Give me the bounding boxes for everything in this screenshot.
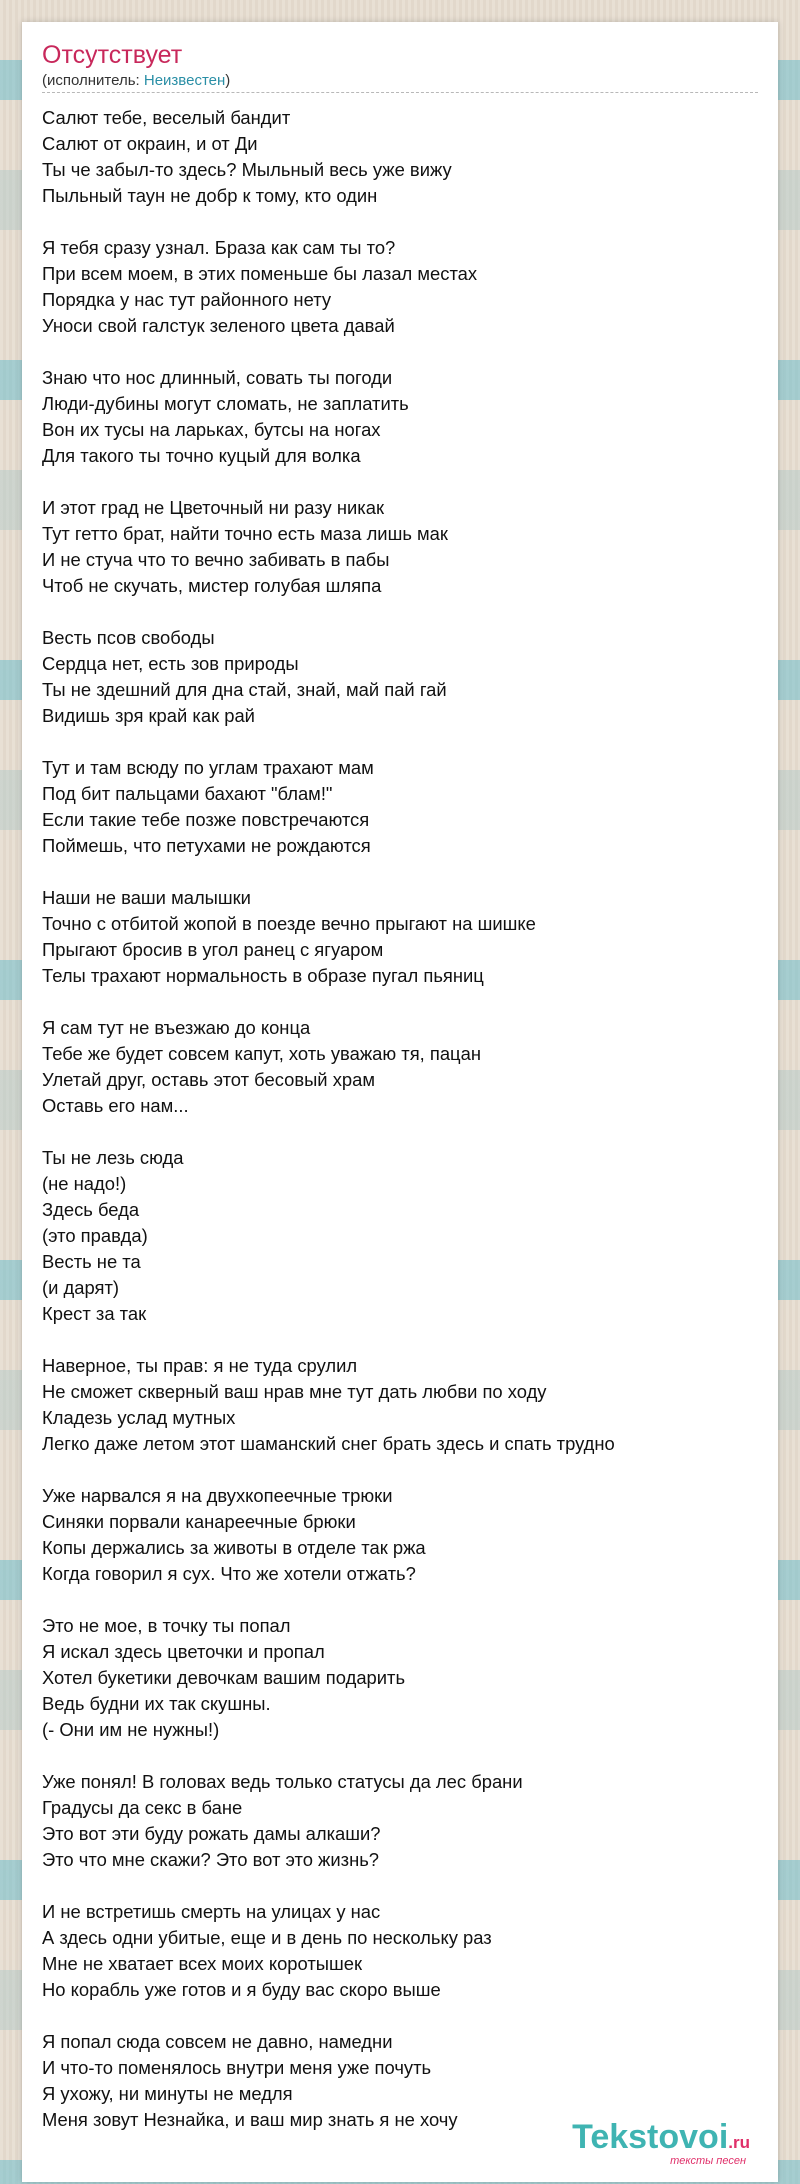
lyric-line: Порядка у нас тут районного нету	[42, 289, 332, 310]
lyric-line: Уже понял! В головах ведь только статусы да лес брани	[42, 1771, 523, 1792]
lyric-line: Оставь его нам...	[42, 1095, 189, 1116]
lyric-line: Легко даже летом этот шаманский снег брать здесь и спать трудно	[42, 1433, 615, 1454]
stanza	[42, 625, 758, 729]
lyric-line: И что-то поменялось внутри меня уже почуть	[42, 2057, 432, 2078]
lyric-line: Улетай друг, оставь этот бесовый храм	[42, 1069, 375, 1090]
lyric-line: (это правда)	[42, 1225, 148, 1246]
byline-prefix: (исполнитель:	[42, 72, 144, 89]
lyric-line: Я сам тут не въезжаю до конца	[42, 1017, 311, 1038]
stanza	[42, 755, 758, 859]
lyric-line: Салют от окраин, и от Ди	[42, 133, 258, 154]
site-logo[interactable]	[572, 2119, 750, 2168]
lyric-line: (не надо!)	[42, 1173, 127, 1194]
lyric-line: Для такого ты точно куцый для волка	[42, 445, 361, 466]
lyric-line: Ты не здешний для дна стай, знай, май пай гай	[42, 679, 447, 700]
lyric-line: Кладезь услад мутных	[42, 1407, 236, 1428]
lyric-line: Сердца нет, есть зов природы	[42, 653, 299, 674]
lyric-line: Люди-дубины могут сломать, не заплатить	[42, 393, 409, 414]
lyric-line: Здесь беда	[42, 1199, 140, 1220]
logo-name: Tekstovoi	[572, 2118, 729, 2156]
lyric-line: Телы трахают нормальность в образе пугал пьяниц	[42, 965, 484, 986]
artist-byline	[42, 72, 230, 90]
lyric-line: (- Они им не нужны!)	[42, 1719, 220, 1740]
lyric-line: Но корабль уже готов и я буду вас скоро выше	[42, 1979, 441, 2000]
logo-tagline: тексты песен	[670, 2155, 746, 2167]
lyrics-body	[42, 105, 758, 2159]
lyric-line: Я искал здесь цветочки и пропал	[42, 1641, 325, 1662]
stanza	[42, 365, 758, 469]
stanza	[42, 885, 758, 989]
lyric-line: Если такие тебе позже повстречаются	[42, 809, 370, 830]
artist-link[interactable]: Неизвестен	[143, 72, 226, 89]
lyric-line: Когда говорил я сух. Что же хотели отжать?	[42, 1563, 416, 1584]
lyric-line: Я ухожу, ни минуты не медля	[42, 2083, 293, 2104]
lyric-line: Я тебя сразу узнал. Браза как сам ты то?	[42, 237, 396, 258]
lyric-line: Наверное, ты прав: я не туда срулил	[42, 1355, 358, 1376]
lyric-line: Градусы да секс в бане	[42, 1797, 243, 1818]
lyric-line: Крест за так	[42, 1303, 147, 1324]
logo-tld: .ru	[728, 2133, 750, 2152]
lyric-line: Вон их тусы на ларьках, бутсы на ногах	[42, 419, 381, 440]
lyric-line: Ведь будни их так скушны.	[42, 1693, 271, 1714]
divider	[42, 92, 758, 93]
lyric-line: Точно с отбитой жопой в поезде вечно прыгают на шишке	[42, 913, 536, 934]
stanza	[42, 1899, 758, 2003]
lyric-line: Тебе же будет совсем капут, хоть уважаю тя, пацан	[42, 1043, 481, 1064]
lyric-line: Поймешь, что петухами не рождаются	[42, 835, 371, 856]
lyric-line: Это не мое, в точку ты попал	[42, 1615, 291, 1636]
lyric-line: Весть не та	[42, 1251, 141, 1272]
song-title: Отсутствует	[42, 41, 183, 69]
lyric-line: Не сможет скверный ваш нрав мне тут дать любви по ходу	[42, 1381, 547, 1402]
lyric-line: Меня зовут Незнайка, и ваш мир знать я не хочу	[42, 2109, 458, 2130]
lyric-line: Хотел букетики девочкам вашим подарить	[42, 1667, 406, 1688]
lyric-line: Тут и там всюду по углам трахают мам	[42, 757, 374, 778]
stanza	[42, 1015, 758, 1119]
lyric-line: Я попал сюда совсем не давно, намедни	[42, 2031, 393, 2052]
stanza	[42, 105, 758, 209]
lyric-line: Ты не лезь сюда	[42, 1147, 184, 1168]
stanza	[42, 1769, 758, 1873]
lyric-line: И не встретишь смерть на улицах у нас	[42, 1901, 381, 1922]
lyric-line: Знаю что нос длинный, совать ты погоди	[42, 367, 393, 388]
lyric-line: Наши не ваши малышки	[42, 887, 251, 908]
lyric-line: Салют тебе, веселый бандит	[42, 107, 291, 128]
lyric-line: Это что мне скажи? Это вот это жизнь?	[42, 1849, 380, 1870]
lyric-line: Уноси свой галстук зеленого цвета давай	[42, 315, 395, 336]
lyric-line: И этот град не Цветочный ни разу никак	[42, 497, 385, 518]
stanza	[42, 1483, 758, 1587]
lyric-line: Это вот эти буду рожать дамы алкаши?	[42, 1823, 381, 1844]
lyrics-card	[22, 22, 778, 2182]
lyric-line: Копы держались за животы в отделе так ржа	[42, 1537, 426, 1558]
lyric-line: Тут гетто брат, найти точно есть маза лишь мак	[42, 523, 448, 544]
lyric-line: Чтоб не скучать, мистер голубая шляпа	[42, 575, 382, 596]
byline-suffix: )	[225, 72, 231, 89]
lyric-line: Синяки порвали канареечные брюки	[42, 1511, 356, 1532]
lyric-line: И не стуча что то вечно забивать в пабы	[42, 549, 390, 570]
lyric-line: Уже нарвался я на двухкопеечные трюки	[42, 1485, 393, 1506]
lyric-line: Ты че забыл-то здесь? Мыльный весь уже вижу	[42, 159, 452, 180]
lyric-line: А здесь одни убитые, еще и в день по нескольку раз	[42, 1927, 492, 1948]
lyric-line: Мне не хватает всех моих коротышек	[42, 1953, 363, 1974]
stanza	[42, 235, 758, 339]
lyric-line: При всем моем, в этих поменьше бы лазал местах	[42, 263, 478, 284]
lyric-line: Пыльный таун не добр к тому, кто один	[42, 185, 378, 206]
lyric-line: Прыгают бросив в угол ранец с ягуаром	[42, 939, 384, 960]
stanza	[42, 1145, 758, 1327]
stanza	[42, 1613, 758, 1743]
lyric-line: Видишь зря край как рай	[42, 705, 255, 726]
lyric-line: (и дарят)	[42, 1277, 119, 1298]
stanza	[42, 1353, 758, 1457]
stanza	[42, 495, 758, 599]
lyric-line: Весть псов свободы	[42, 627, 215, 648]
lyric-line: Под бит пальцами бахают "блам!"	[42, 783, 333, 804]
